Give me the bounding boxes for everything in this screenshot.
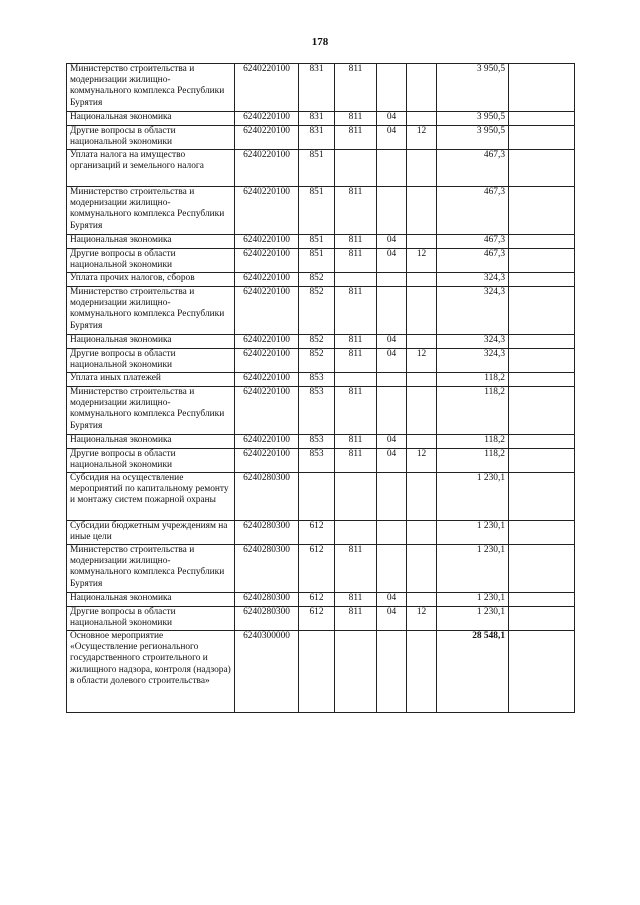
row-name-cell: Другие вопросы в области национальной экономики — [67, 126, 235, 150]
row-department-cell — [335, 521, 377, 545]
row-subsection-cell: 12 — [407, 126, 437, 150]
row-subsection-cell — [407, 593, 437, 607]
row-name-cell: Национальная экономика — [67, 435, 235, 449]
row-expense-type-cell — [299, 631, 335, 713]
row-code-cell: 6240280300 — [235, 473, 299, 521]
row-name-cell: Министерство строительства и модернизации жилищно-коммунального комплекса Республики Бурятия — [67, 187, 235, 235]
row-code-cell: 6240280300 — [235, 545, 299, 593]
row-extra-cell — [509, 349, 575, 373]
table-row — [67, 349, 575, 373]
row-department-cell: 811 — [335, 112, 377, 126]
row-subsection-cell — [407, 545, 437, 593]
table-row — [67, 249, 575, 273]
row-expense-type-cell: 831 — [299, 126, 335, 150]
row-code-cell: 6240220100 — [235, 235, 299, 249]
row-expense-type-cell: 831 — [299, 64, 335, 112]
row-department-cell — [335, 473, 377, 521]
row-name-cell: Другие вопросы в области национальной экономики — [67, 449, 235, 473]
row-amount-cell: 118,2 — [437, 373, 509, 387]
row-name-cell: Уплата налога на имущество организаций и земельного налога — [67, 150, 235, 187]
row-amount-cell: 28 548,1 — [437, 631, 509, 713]
row-code-cell: 6240220100 — [235, 435, 299, 449]
row-extra-cell — [509, 335, 575, 349]
row-expense-type-cell: 853 — [299, 387, 335, 435]
row-extra-cell — [509, 449, 575, 473]
row-section-cell: 04 — [377, 435, 407, 449]
row-name-cell: Национальная экономика — [67, 335, 235, 349]
row-extra-cell — [509, 435, 575, 449]
row-department-cell — [335, 373, 377, 387]
row-subsection-cell: 12 — [407, 249, 437, 273]
row-department-cell: 811 — [335, 249, 377, 273]
row-section-cell — [377, 545, 407, 593]
table-row — [67, 545, 575, 593]
table-row — [67, 521, 575, 545]
table-row — [67, 126, 575, 150]
row-amount-cell: 118,2 — [437, 435, 509, 449]
row-code-cell: 6240220100 — [235, 273, 299, 287]
row-subsection-cell: 12 — [407, 607, 437, 631]
row-extra-cell — [509, 126, 575, 150]
row-amount-cell: 467,3 — [437, 235, 509, 249]
row-department-cell: 811 — [335, 545, 377, 593]
row-amount-cell: 118,2 — [437, 387, 509, 435]
table-row — [67, 473, 575, 521]
row-code-cell: 6240220100 — [235, 150, 299, 187]
row-code-cell: 6240220100 — [235, 373, 299, 387]
row-amount-cell: 3 950,5 — [437, 64, 509, 112]
row-extra-cell — [509, 112, 575, 126]
row-expense-type-cell: 831 — [299, 112, 335, 126]
row-department-cell: 811 — [335, 435, 377, 449]
row-department-cell — [335, 273, 377, 287]
row-extra-cell — [509, 521, 575, 545]
row-section-cell: 04 — [377, 607, 407, 631]
row-name-cell: Национальная экономика — [67, 593, 235, 607]
row-section-cell: 04 — [377, 335, 407, 349]
row-department-cell: 811 — [335, 387, 377, 435]
row-section-cell: 04 — [377, 112, 407, 126]
row-amount-cell: 1 230,1 — [437, 521, 509, 545]
row-expense-type-cell: 612 — [299, 607, 335, 631]
row-section-cell — [377, 187, 407, 235]
row-subsection-cell — [407, 287, 437, 335]
budget-table — [66, 63, 575, 713]
table-row — [67, 335, 575, 349]
row-extra-cell — [509, 593, 575, 607]
row-department-cell: 811 — [335, 187, 377, 235]
row-department-cell: 811 — [335, 449, 377, 473]
row-expense-type-cell: 853 — [299, 435, 335, 449]
row-department-cell: 811 — [335, 593, 377, 607]
row-department-cell: 811 — [335, 287, 377, 335]
row-department-cell: 811 — [335, 335, 377, 349]
table-row — [67, 235, 575, 249]
row-amount-cell: 1 230,1 — [437, 607, 509, 631]
row-subsection-cell — [407, 387, 437, 435]
row-name-cell: Министерство строительства и модернизации жилищно-коммунального комплекса Республики Бурятия — [67, 387, 235, 435]
row-name-cell: Уплата прочих налогов, сборов — [67, 273, 235, 287]
row-expense-type-cell: 612 — [299, 545, 335, 593]
row-name-cell: Субсидия на осуществление мероприятий по капитальному ремонту и монтажу систем пожарной охраны — [67, 473, 235, 521]
row-section-cell — [377, 521, 407, 545]
table-row — [67, 150, 575, 187]
row-extra-cell — [509, 64, 575, 112]
row-section-cell: 04 — [377, 349, 407, 373]
row-code-cell: 6240220100 — [235, 387, 299, 435]
row-extra-cell — [509, 631, 575, 713]
row-name-cell: Министерство строительства и модернизации жилищно-коммунального комплекса Республики Бурятия — [67, 545, 235, 593]
row-subsection-cell: 12 — [407, 349, 437, 373]
row-name-cell: Другие вопросы в области национальной экономики — [67, 249, 235, 273]
row-name-cell: Национальная экономика — [67, 235, 235, 249]
row-section-cell — [377, 273, 407, 287]
row-section-cell: 04 — [377, 593, 407, 607]
row-department-cell: 811 — [335, 349, 377, 373]
row-expense-type-cell: 853 — [299, 373, 335, 387]
row-amount-cell: 324,3 — [437, 287, 509, 335]
row-name-cell: Уплата иных платежей — [67, 373, 235, 387]
row-extra-cell — [509, 607, 575, 631]
row-amount-cell: 118,2 — [437, 449, 509, 473]
row-code-cell: 6240280300 — [235, 593, 299, 607]
table-row — [67, 373, 575, 387]
row-expense-type-cell: 612 — [299, 521, 335, 545]
row-extra-cell — [509, 150, 575, 187]
row-code-cell: 6240220100 — [235, 349, 299, 373]
row-code-cell: 6240280300 — [235, 607, 299, 631]
row-amount-cell: 1 230,1 — [437, 545, 509, 593]
table-row — [67, 273, 575, 287]
row-code-cell: 6240280300 — [235, 521, 299, 545]
row-amount-cell: 467,3 — [437, 187, 509, 235]
row-expense-type-cell: 852 — [299, 335, 335, 349]
row-expense-type-cell: 612 — [299, 593, 335, 607]
table-row — [67, 435, 575, 449]
row-amount-cell: 467,3 — [437, 150, 509, 187]
row-subsection-cell — [407, 64, 437, 112]
row-extra-cell — [509, 273, 575, 287]
row-subsection-cell — [407, 435, 437, 449]
table-row — [67, 287, 575, 335]
row-amount-cell: 1 230,1 — [437, 593, 509, 607]
row-expense-type-cell: 852 — [299, 349, 335, 373]
row-extra-cell — [509, 387, 575, 435]
row-code-cell: 6240300000 — [235, 631, 299, 713]
row-expense-type-cell — [299, 473, 335, 521]
table-row — [67, 607, 575, 631]
row-amount-cell: 1 230,1 — [437, 473, 509, 521]
row-department-cell — [335, 150, 377, 187]
row-code-cell: 6240220100 — [235, 249, 299, 273]
row-code-cell: 6240220100 — [235, 126, 299, 150]
row-section-cell: 04 — [377, 449, 407, 473]
row-extra-cell — [509, 545, 575, 593]
row-amount-cell: 324,3 — [437, 335, 509, 349]
row-subsection-cell — [407, 335, 437, 349]
row-extra-cell — [509, 287, 575, 335]
row-department-cell: 811 — [335, 126, 377, 150]
row-subsection-cell: 12 — [407, 449, 437, 473]
row-amount-cell: 3 950,5 — [437, 126, 509, 150]
row-section-cell — [377, 473, 407, 521]
table-row — [67, 64, 575, 112]
row-department-cell: 811 — [335, 235, 377, 249]
row-department-cell: 811 — [335, 607, 377, 631]
row-section-cell — [377, 631, 407, 713]
row-code-cell: 6240220100 — [235, 449, 299, 473]
table-row — [67, 387, 575, 435]
row-expense-type-cell: 852 — [299, 273, 335, 287]
row-code-cell: 6240220100 — [235, 187, 299, 235]
page-number: 178 — [311, 36, 329, 48]
row-code-cell: 6240220100 — [235, 112, 299, 126]
row-extra-cell — [509, 235, 575, 249]
row-department-cell — [335, 631, 377, 713]
row-section-cell: 04 — [377, 126, 407, 150]
row-amount-cell: 3 950,5 — [437, 112, 509, 126]
row-department-cell: 811 — [335, 64, 377, 112]
row-section-cell — [377, 64, 407, 112]
row-code-cell: 6240220100 — [235, 287, 299, 335]
row-section-cell — [377, 373, 407, 387]
row-name-cell: Национальная экономика — [67, 112, 235, 126]
row-subsection-cell — [407, 631, 437, 713]
row-subsection-cell — [407, 235, 437, 249]
table-row — [67, 631, 575, 713]
row-section-cell — [377, 287, 407, 335]
table-row — [67, 593, 575, 607]
row-name-cell: Основное мероприятие «Осуществление регионального государственного строительного и жилищного надзора, контроля (надзора) в области долевого строительства» — [67, 631, 235, 713]
row-amount-cell: 324,3 — [437, 273, 509, 287]
row-expense-type-cell: 853 — [299, 449, 335, 473]
table-row — [67, 187, 575, 235]
row-expense-type-cell: 852 — [299, 287, 335, 335]
row-expense-type-cell: 851 — [299, 235, 335, 249]
row-name-cell: Министерство строительства и модернизации жилищно-коммунального комплекса Республики Бурятия — [67, 64, 235, 112]
row-extra-cell — [509, 249, 575, 273]
row-subsection-cell — [407, 187, 437, 235]
row-amount-cell: 467,3 — [437, 249, 509, 273]
row-subsection-cell — [407, 150, 437, 187]
row-name-cell: Другие вопросы в области национальной экономики — [67, 607, 235, 631]
table-row — [67, 449, 575, 473]
row-section-cell: 04 — [377, 249, 407, 273]
row-extra-cell — [509, 473, 575, 521]
table-row — [67, 112, 575, 126]
row-name-cell: Министерство строительства и модернизации жилищно-коммунального комплекса Республики Бурятия — [67, 287, 235, 335]
row-subsection-cell — [407, 273, 437, 287]
row-section-cell — [377, 387, 407, 435]
row-subsection-cell — [407, 112, 437, 126]
row-expense-type-cell: 851 — [299, 187, 335, 235]
row-subsection-cell — [407, 373, 437, 387]
row-expense-type-cell: 851 — [299, 249, 335, 273]
row-subsection-cell — [407, 521, 437, 545]
row-subsection-cell — [407, 473, 437, 521]
row-amount-cell: 324,3 — [437, 349, 509, 373]
row-section-cell: 04 — [377, 235, 407, 249]
row-name-cell: Субсидии бюджетным учреждениям на иные цели — [67, 521, 235, 545]
row-name-cell: Другие вопросы в области национальной экономики — [67, 349, 235, 373]
row-extra-cell — [509, 373, 575, 387]
row-section-cell — [377, 150, 407, 187]
row-code-cell: 6240220100 — [235, 335, 299, 349]
row-code-cell: 6240220100 — [235, 64, 299, 112]
row-expense-type-cell: 851 — [299, 150, 335, 187]
table-body — [67, 64, 575, 713]
row-extra-cell — [509, 187, 575, 235]
